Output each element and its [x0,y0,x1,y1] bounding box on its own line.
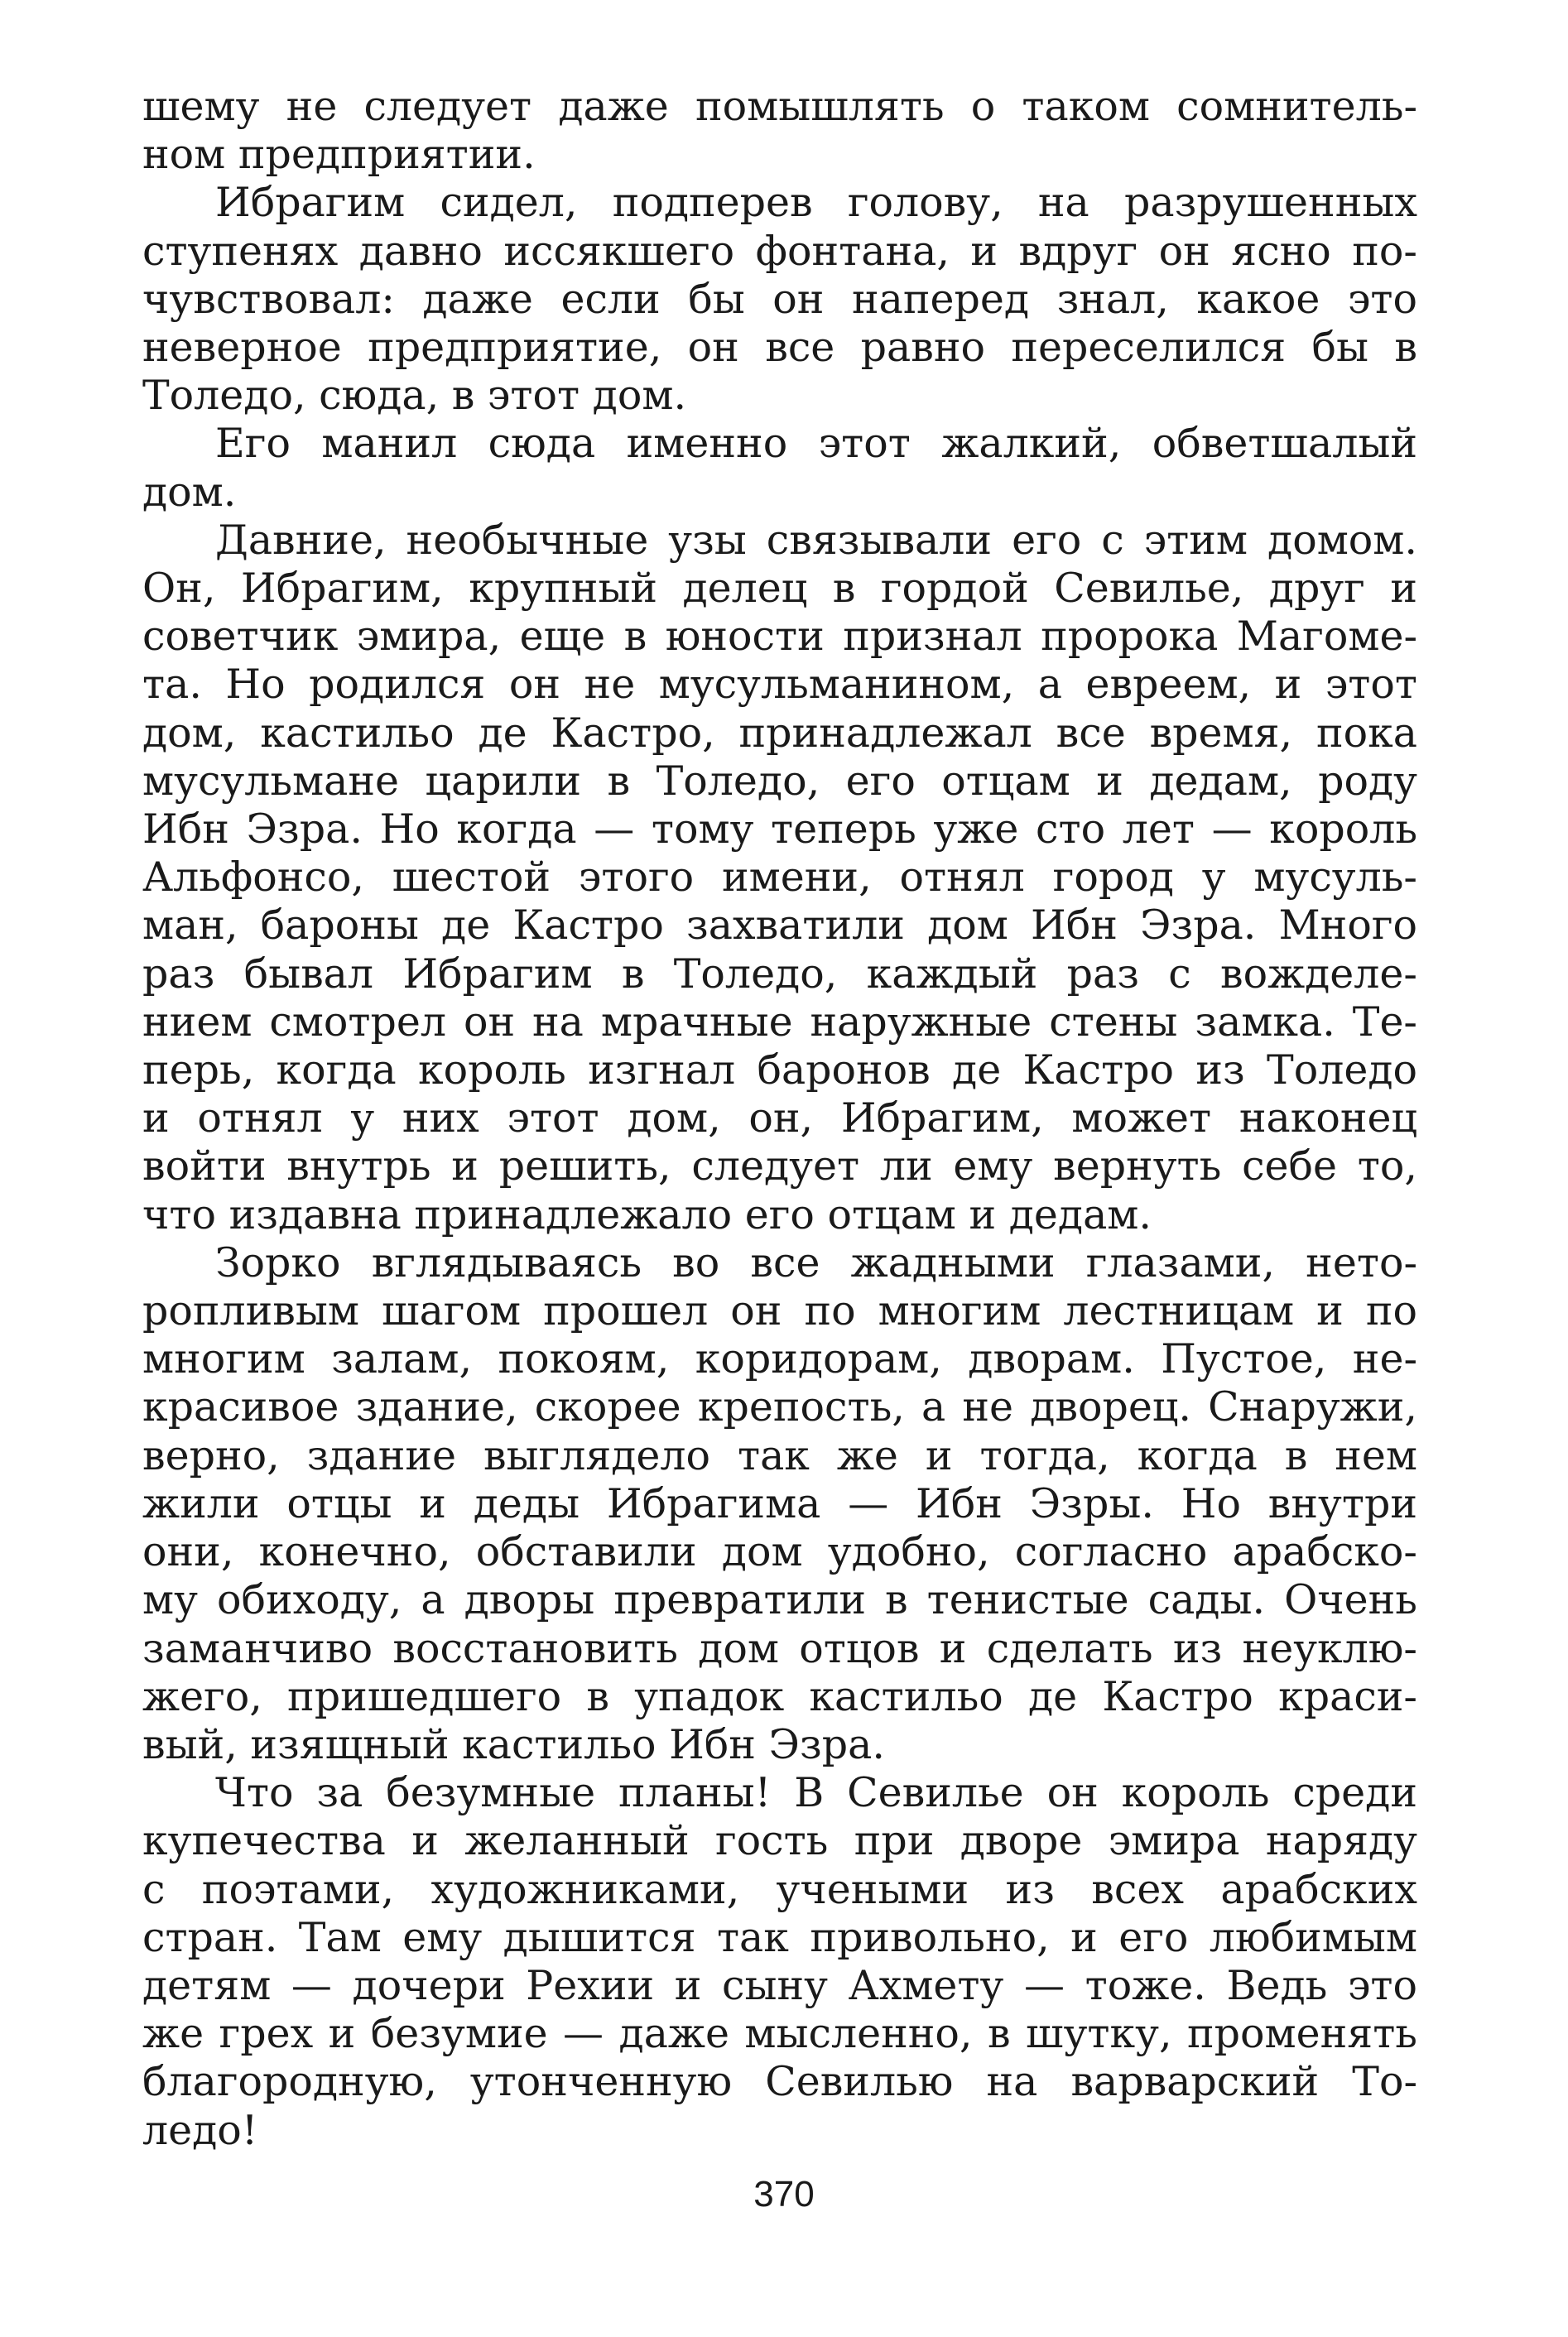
page-number: 370 [753,2174,815,2214]
text-line: войти внутрь и решить, следует ли ему вернуть себе то, [142,1142,1417,1190]
text-line: Альфонсо, шестой этого имени, отнял город у мусуль- [142,854,1417,902]
text-line: перь, когда король изгнал баронов де Кастро из Толедо [142,1046,1417,1094]
paragraph [142,179,1417,420]
text-line: что издавна принадлежало его отцам и дедам. [142,1190,1152,1238]
text-line: жего, пришедшего в упадок кастильо де Кастро краси- [142,1672,1417,1720]
text-line: советчик эмира, еще в юности признал пророка Магоме- [142,613,1417,661]
paragraph [142,517,1417,1239]
text-line: неверное предприятие, он все равно переселился бы в [142,324,1417,372]
text-line: благородную, утонченную Севилью на варварский То- [142,2058,1417,2106]
text-line: жили отцы и деды Ибрагима — Ибн Эзры. Но внутри [142,1479,1417,1527]
text-line: с поэтами, художниками, учеными из всех арабских [142,1865,1417,1913]
text-line: многим залам, покоям, коридорам, дворам. Пустое, не- [142,1335,1417,1383]
text-line: дом. [142,468,237,516]
text-line: Ибрагим сидел, подперев голову, на разрушенных [215,179,1417,227]
text-line: вый, изящный кастильо Ибн Эзра. [142,1720,885,1768]
text-line: заманчиво восстановить дом отцов и сделать из неуклю- [142,1624,1417,1672]
text-line: верно, здание выглядело так же и тогда, когда в нем [142,1431,1417,1479]
text-line: Его манил сюда именно этот жалкий, обветшалый [215,420,1417,468]
text-line: красивое здание, скорее крепость, а не дворец. Снаружи, [142,1383,1417,1431]
text-line: ропливым шагом прошел он по многим лестницам и по [142,1287,1417,1335]
text-line: ман, бароны де Кастро захватили дом Ибн Эзра. Много [142,902,1417,950]
text-line: Что за безумные планы! В Севилье он король среди [215,1769,1417,1817]
text-line: раз бывал Ибрагим в Толедо, каждый раз с вожделе- [142,950,1417,998]
text-line: шему не следует даже помышлять о таком сомнитель- [142,83,1417,130]
paragraph [142,83,1417,179]
text-line: чувствовал: даже если бы он наперед знал, какое это [142,275,1417,323]
text-line: нием смотрел он на мрачные наружные стены замка. Те- [142,998,1417,1046]
text-line: Ибн Эзра. Но когда — тому теперь уже сто лет — король [142,805,1417,854]
text-line: Зорко вглядываясь во все жадными глазами, нето- [215,1238,1417,1286]
text-line: ледо! [142,2106,258,2154]
text-line: ступенях давно иссякшего фонтана, и вдруг он ясно по- [142,227,1417,275]
text-line: и отнял у них этот дом, он, Ибрагим, может наконец [142,1094,1417,1142]
text-line: купечества и желанный гость при дворе эмира наряду [142,1817,1417,1865]
text-line: му обиходу, а дворы превратили в тенистые сады. Очень [142,1576,1417,1624]
text-line: дом, кастильо де Кастро, принадлежал все время, пока [142,709,1417,757]
paragraph [142,420,1417,516]
text-line: Толедо, сюда, в этот дом. [142,372,687,420]
text-line: же грех и безумие — даже мысленно, в шутку, променять [142,2010,1417,2058]
paragraph [142,1239,1417,1769]
text-line: детям — дочери Рехии и сыну Ахмету — тоже. Ведь это [142,1961,1417,2009]
text-line: мусульмане царили в Толедо, его отцам и дедам, роду [142,757,1417,805]
text-line: та. Но родился он не мусульманином, а евреем, и этот [142,661,1417,709]
text-line: Он, Ибрагим, крупный делец в гордой Севилье, друг и [142,565,1417,613]
text-line: Давние, необычные узы связывали его с этим домом. [215,516,1417,564]
paragraph [142,1769,1417,2155]
text-line: стран. Там ему дышится так привольно, и его любимым [142,1913,1417,1961]
text-line: они, конечно, обставили дом удобно, согласно арабско- [142,1528,1417,1576]
text-line: ном предприятии. [142,131,536,179]
body-text [142,83,1417,2155]
